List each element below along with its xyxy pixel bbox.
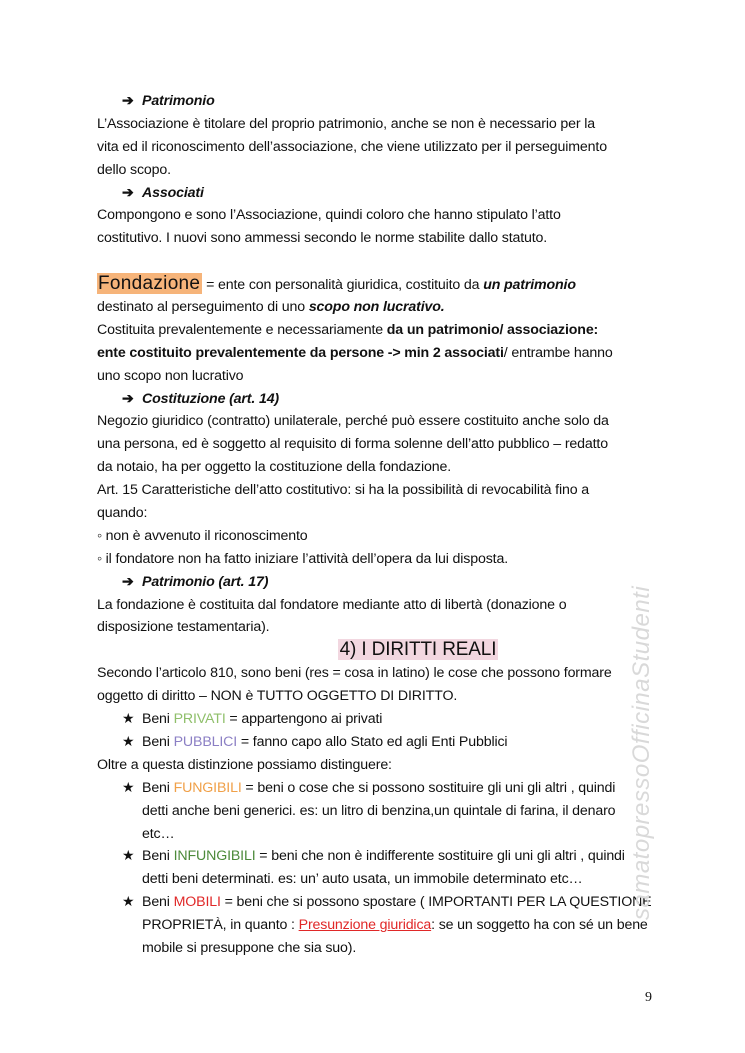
paragraph-line: detti anche beni generici. es: un litro di benzina,un quintale di farina, il denaro [142, 802, 616, 819]
bullet-item: ◦ il fondatore non ha fatto iniziare l’attività dell’opera da lui disposta. [97, 550, 508, 567]
paragraph-line: Costituita prevalentemente e necessariamente da un patrimonio/ associazione: [97, 321, 599, 338]
arrow-icon: ➔ [122, 93, 134, 109]
star-item-privati: ★ Beni PRIVATI = appartengono ai privati [97, 708, 677, 731]
paragraph-line: etc… [142, 825, 175, 842]
star-item-pubblici: ★ Beni PUBBLICI = fanno capo allo Stato ed agli Enti Pubblici [97, 731, 677, 754]
watermark: samatopressoOfficinaStudenti [628, 585, 655, 920]
page-number: 9 [645, 990, 652, 1005]
paragraph-line: PROPRIETÀ, in quanto : Presunzione giuridica: se un soggetto ha con sé un bene [142, 917, 648, 934]
paragraph-line: disposizione testamentaria). [97, 619, 270, 636]
subheading-patrimonio: ➔ Patrimonio [97, 90, 677, 113]
paragraph-line: Negozio giuridico (contratto) unilaterale, perché può essere costituito anche solo da [97, 413, 609, 430]
paragraph-line: costitutivo. I nuovi sono ammessi secondo le norme stabilite dallo statuto. [97, 230, 548, 247]
paragraph-line: dello scopo. [97, 161, 171, 178]
paragraph-line: una persona, ed è soggetto al requisito di forma solenne dell’atto pubblico – redatto [97, 436, 608, 453]
paragraph-line: quando: [97, 505, 148, 522]
document-body [97, 90, 677, 960]
star-icon: ★ [122, 779, 135, 796]
fondazione-term: Fondazione [98, 273, 201, 295]
subheading-associati: ➔ Associati [97, 182, 677, 205]
paragraph-line: uno scopo non lucrativo [97, 367, 244, 384]
fondazione-definition: Fondazione = ente con personalità giuridica, costituito da un patrimonio [98, 273, 576, 295]
paragraph-line: Secondo l’articolo 810, sono beni (res = cosa in latino) le cose che possono formare [97, 665, 612, 682]
star-item-infungibili: ★ Beni INFUNGIBILI = beni che non è indifferente sostituire gli uni gli altri , quindi [97, 845, 677, 868]
paragraph-line: oggetto di diritto – NON è TUTTO OGGETTO DI DIRITTO. [97, 688, 458, 705]
paragraph-line: vita ed il riconoscimento dell’associazione, che viene utilizzato per il perseguimento [97, 138, 607, 155]
star-item-mobili: ★ Beni MOBILI = beni che si possono spostare ( IMPORTANTI PER LA QUESTIONE [97, 891, 677, 914]
paragraph-line: Oltre a questa distinzione possiamo distinguere: [97, 756, 392, 773]
paragraph-line: da notaio, ha per oggetto la costituzione della fondazione. [97, 459, 451, 476]
star-item-fungibili: ★ Beni FUNGIBILI = beni o cose che si possono sostituire gli uni gli altri , quindi [97, 777, 677, 800]
subheading-costituzione: ➔ Costituzione (art. 14) [97, 388, 677, 411]
subheading-patrimonio-art17: ➔ Patrimonio (art. 17) [97, 571, 677, 594]
star-icon: ★ [122, 848, 135, 865]
star-icon: ★ [122, 733, 135, 750]
paragraph-line: Art. 15 Caratteristiche dell’atto costitutivo: si ha la possibilità di revocabilità fino a [97, 482, 589, 499]
arrow-icon: ➔ [122, 390, 134, 407]
section-heading: 4) I DIRITTI REALI [339, 639, 497, 661]
paragraph-line: ente costituito prevalentemente da persone -> min 2 associati/ entrambe hanno [97, 344, 613, 361]
arrow-icon: ➔ [122, 184, 134, 201]
paragraph-line: destinato al perseguimento di uno scopo non lucrativo. [97, 299, 445, 316]
bullet-item: ◦ non è avvenuto il riconoscimento [97, 527, 308, 544]
presunzione-giuridica-link: Presunzione giuridica [298, 917, 432, 934]
paragraph-line: mobile si presuppone che sia suo). [142, 939, 357, 956]
star-icon: ★ [122, 711, 135, 728]
paragraph-line: La fondazione è costituita dal fondatore mediante atto di libertà (donazione o [97, 596, 567, 613]
paragraph-line: Compongono e sono l’Associazione, quindi coloro che hanno stipulato l’atto [97, 207, 561, 224]
star-icon: ★ [122, 894, 135, 911]
arrow-icon: ➔ [122, 573, 134, 590]
paragraph-line: detti beni determinati. es: un’ auto usata, un immobile determinato etc… [142, 871, 583, 888]
paragraph-line: L’Associazione è titolare del proprio patrimonio, anche se non è necessario per la [97, 115, 595, 132]
